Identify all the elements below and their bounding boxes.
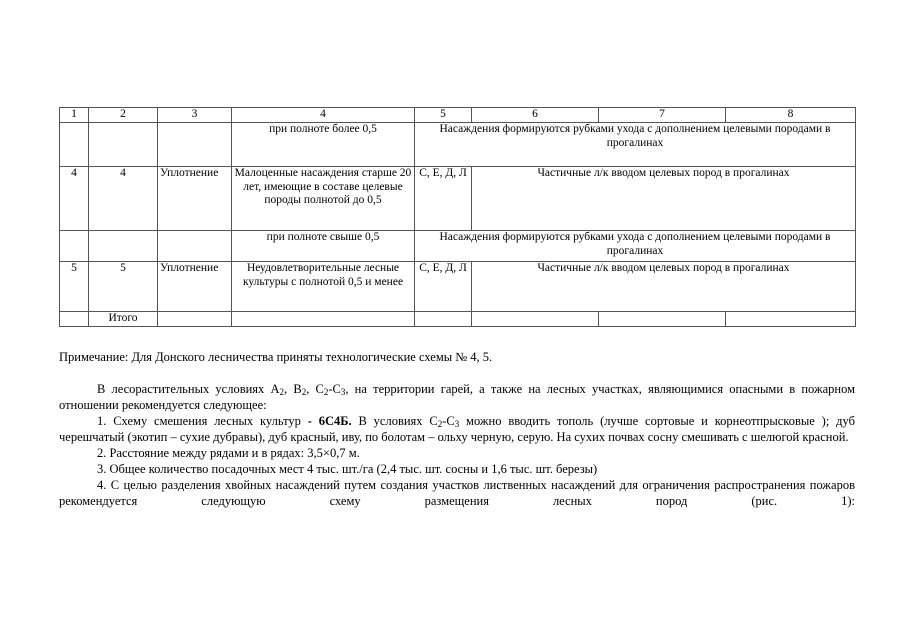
table-header-row (60, 108, 856, 123)
total-label-cell: Итого (89, 312, 158, 327)
col-header-5: 5 (415, 108, 472, 123)
table-cell (232, 312, 415, 327)
col-header-4: 4 (232, 108, 415, 123)
table-row (60, 167, 856, 231)
table-cell (599, 312, 726, 327)
table-row (60, 123, 856, 167)
table-row (60, 262, 856, 312)
paragraph-item-4: 4. С целью разделения хвойных насаждений путем создания участков лиственных насаждений для ограничения распространения пожаров рекомендуется следующую схему размещения лесных пород (рис. 1): (59, 478, 855, 508)
col-header-1: 1 (60, 108, 89, 123)
scheme-number-cell: 5 (89, 262, 158, 312)
table-cell (89, 231, 158, 262)
paragraph-item-3: 3. Общее количество посадочных мест 4 тыс. шт./га (2,4 тыс. шт. сосны и 1,6 тыс. шт. березы) (97, 462, 598, 476)
scheme-number-cell: 4 (89, 167, 158, 231)
stand-description-cell: Неудовлетворительные лесные культуры с полнотой 0,5 и менее (232, 262, 415, 312)
col-header-3: 3 (158, 108, 232, 123)
paragraph-item-2: 2. Расстояние между рядами и в рядах: 3,5×0,7 м. (97, 446, 360, 460)
table-cell (726, 312, 856, 327)
subscript: 3 (340, 387, 346, 397)
table-cell (158, 123, 232, 167)
mix-scheme-bold: - 6С4Б. (307, 414, 352, 428)
density-condition-cell: при полноте более 0,5 (232, 123, 415, 167)
col-header-6: 6 (472, 108, 599, 123)
table-note: Примечание: Для Донского лесничества приняты технологические схемы № 4, 5. (59, 350, 493, 364)
text-run: , С (306, 382, 324, 396)
table-cell (415, 312, 472, 327)
method-cell: Уплотнение (158, 262, 232, 312)
paragraph-item-1 (59, 413, 855, 445)
species-cell: С, Е, Д, Л (415, 262, 472, 312)
formation-method-cell: Насаждения формируются рубками ухода с дополнением целевыми породами в прогалинах (415, 231, 856, 262)
table-cell (60, 123, 89, 167)
text-run: -С (328, 382, 341, 396)
col-header-7: 7 (599, 108, 726, 123)
recommendations-text (59, 381, 855, 509)
text-run: , В (284, 382, 302, 396)
row-number-cell: 5 (60, 262, 89, 312)
text-run: В условиях С (351, 414, 438, 428)
text-run: В лесорастительных условиях А (97, 382, 280, 396)
subscript: 2 (279, 387, 285, 397)
culture-type-cell: Частичные л/к вводом целевых пород в прогалинах (472, 167, 856, 231)
paragraph-intro (59, 381, 855, 413)
table-cell (60, 312, 89, 327)
text-run: 1. Схему смешения лесных культур (97, 414, 308, 428)
text-run: , на территории гарей, а также на лесных участках, являющимися опасными в пожарном отношении рекомендуется следующее: (59, 382, 855, 412)
species-cell: С, Е, Д, Л (415, 167, 472, 231)
subscript: 2 (437, 419, 443, 429)
subscript: 2 (301, 387, 307, 397)
table-total-row (60, 312, 856, 327)
table-cell (158, 312, 232, 327)
col-header-2: 2 (89, 108, 158, 123)
text-run: можно вводить тополь (лучше сортовые и корнеотпрысковые ); дуб черешчатый (экотип – сухие дубравы), дуб красный, иву, по болотам – ольху черную, серую. На сухих почвах сосну смешивать с шелюгой красной. (59, 414, 855, 444)
subscript: 2 (323, 387, 329, 397)
text-run: -С (442, 414, 455, 428)
table-cell (60, 231, 89, 262)
table-row (60, 231, 856, 262)
row-number-cell: 4 (60, 167, 89, 231)
subscript: 3 (454, 419, 460, 429)
table-cell (158, 231, 232, 262)
method-cell: Уплотнение (158, 167, 232, 231)
formation-method-cell: Насаждения формируются рубками ухода с дополнением целевыми породами в прогалинах (415, 123, 856, 167)
schemes-table (59, 107, 856, 327)
table-cell (89, 123, 158, 167)
density-condition-cell: при полноте свыше 0,5 (232, 231, 415, 262)
stand-description-cell: Малоценные насаждения старше 20 лет, имеющие в составе целевые породы полнотой до 0,5 (232, 167, 415, 231)
col-header-8: 8 (726, 108, 856, 123)
culture-type-cell: Частичные л/к вводом целевых пород в прогалинах (472, 262, 856, 312)
table-cell (472, 312, 599, 327)
